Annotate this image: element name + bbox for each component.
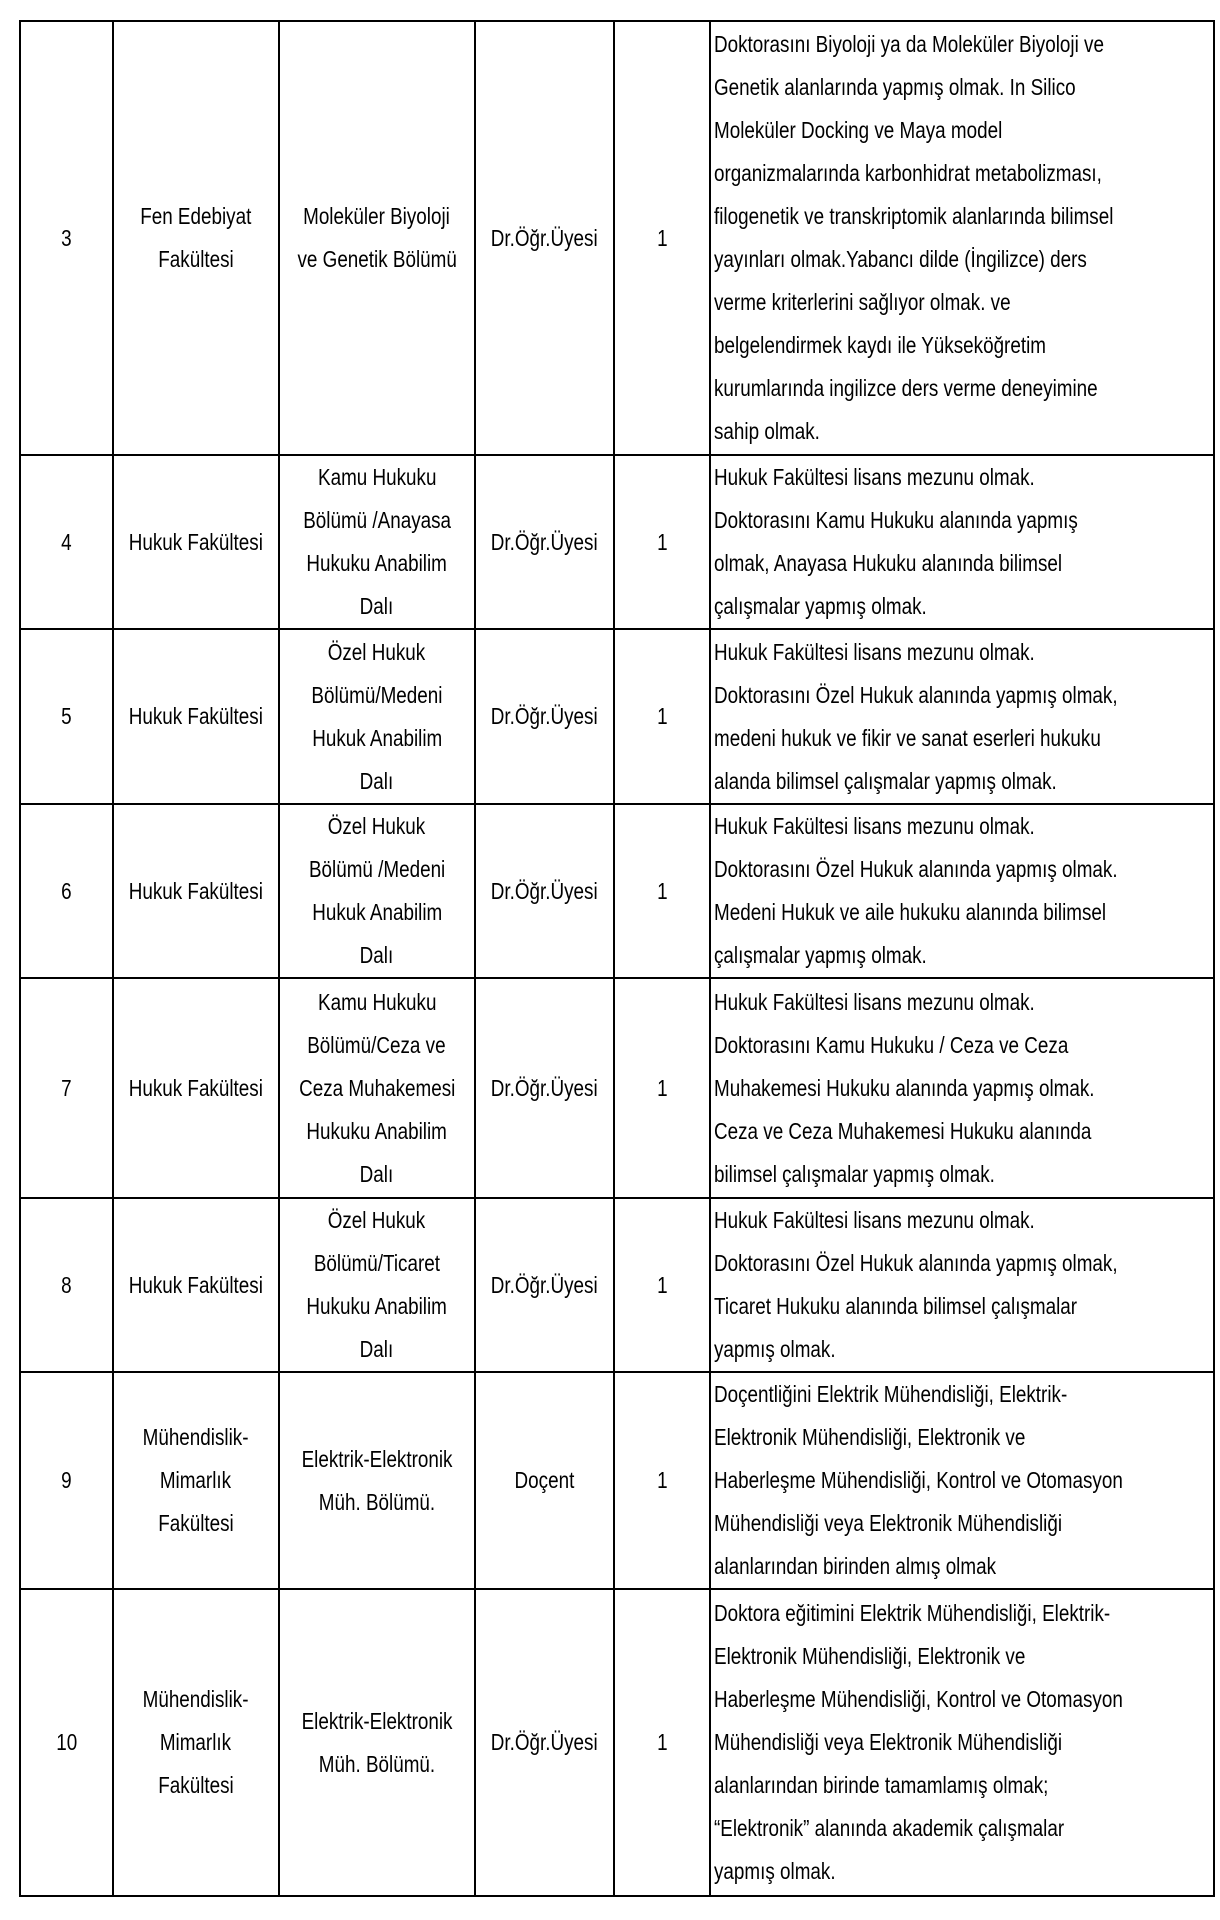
department-cell-line: Bölümü/Medeni (311, 681, 443, 708)
requirements-cell-line: Mühendisliği veya Elektronik Mühendisliği (713, 1729, 1062, 1755)
requirements-cell-line: Doçentliğini Elektrik Mühendisliği, Elektrik- (713, 1381, 1068, 1407)
department-cell-line: Elektrik-Elektronik (301, 1707, 453, 1734)
count-cell (614, 1372, 710, 1589)
row-number-cell-line: 3 (61, 224, 72, 251)
title-cell (475, 804, 614, 978)
requirements-cell-line: alanda bilimsel çalışmalar yapmış olmak. (713, 767, 1057, 794)
requirements-cell-line: çalışmalar yapmış olmak. (713, 593, 927, 619)
table-row (20, 1372, 1214, 1589)
department-cell-line: Bölümü /Medeni (308, 856, 445, 882)
row-number-cell-line: 10 (56, 1729, 77, 1755)
title-cell-line: Dr.Öğr.Üyesi (490, 703, 598, 729)
faculty-cell-line: Fakültesi (158, 1772, 234, 1798)
row-number-cell-line: 7 (61, 1074, 72, 1101)
faculty-cell-line: Fakültesi (158, 1510, 234, 1536)
faculty-cell-line: Mühendislik- (142, 1686, 249, 1712)
department-cell-line: ve Genetik Bölümü (297, 246, 457, 272)
requirements-cell (710, 21, 1214, 455)
requirements-cell-line: alanlarından birinden almış olmak (713, 1553, 996, 1579)
faculty-cell-line: Mimarlık (160, 1729, 232, 1755)
requirements-cell-line: Doktorasını Özel Hukuk alanında yapmış olmak, (713, 1250, 1118, 1276)
row-number-cell-line: 9 (61, 1467, 72, 1493)
department-cell-line: Hukuku Anabilim (306, 1293, 448, 1319)
department-cell-line: Dalı (360, 593, 394, 619)
faculty-cell-line: Hukuk Fakültesi (128, 1074, 263, 1101)
faculty-cell (113, 978, 279, 1198)
department-cell-line: Hukuku Anabilim (306, 1117, 448, 1144)
faculty-cell-line: Hukuk Fakültesi (128, 528, 263, 555)
table-row (20, 804, 1214, 978)
requirements-cell-line: Ticaret Hukuku alanında bilimsel çalışmalar (713, 1293, 1077, 1319)
department-cell-line: Ceza Muhakemesi (298, 1074, 455, 1101)
faculty-cell-line: Fakültesi (158, 246, 234, 272)
title-cell-line: Doçent (514, 1467, 575, 1493)
requirements-cell-line: filogenetik ve transkriptomik alanlarında bilimsel (713, 203, 1114, 229)
department-cell (279, 21, 475, 455)
requirements-cell-line: Elektronik Mühendisliği, Elektronik ve (713, 1643, 1026, 1669)
row-number-cell-line: 8 (61, 1271, 72, 1298)
requirements-cell-line: olmak, Anayasa Hukuku alanında bilimsel (713, 550, 1063, 576)
department-cell-line: Moleküler Biyoloji (303, 203, 451, 229)
title-cell-line: Dr.Öğr.Üyesi (490, 224, 598, 251)
requirements-cell-line: Doktorasını Biyoloji ya da Moleküler Biyoloji ve (713, 31, 1104, 57)
requirements-cell-line: Doktorasını Kamu Hukuku / Ceza ve Ceza (713, 1031, 1069, 1058)
row-number-cell-line: 6 (61, 877, 72, 904)
title-cell (475, 629, 614, 804)
requirements-cell-line: Ceza ve Ceza Muhakemesi Hukuku alanında (713, 1117, 1092, 1144)
title-cell (475, 978, 614, 1198)
faculty-cell-line: Fen Edebiyat (140, 203, 252, 229)
department-cell-line: Dalı (360, 1160, 394, 1187)
title-cell (475, 21, 614, 455)
department-cell-line: Hukuku Anabilim (306, 550, 448, 576)
requirements-cell-line: yapmış olmak. (713, 1858, 836, 1884)
count-cell (614, 21, 710, 455)
department-cell (279, 1372, 475, 1589)
department-cell-line: Dalı (360, 1336, 394, 1362)
row-number-cell (20, 455, 113, 629)
faculty-cell (113, 455, 279, 629)
requirements-cell-line: Doktorasını Özel Hukuk alanında yapmış olmak. (713, 856, 1118, 882)
department-cell (279, 455, 475, 629)
count-cell-line: 1 (656, 703, 668, 729)
title-cell-line: Dr.Öğr.Üyesi (490, 1271, 598, 1298)
requirements-cell-line: Hukuk Fakültesi lisans mezunu olmak. (713, 464, 1035, 490)
department-cell-line: Müh. Bölümü. (318, 1488, 435, 1515)
requirements-cell (710, 1372, 1214, 1589)
faculty-cell-line: Hukuk Fakültesi (128, 703, 263, 729)
title-cell-line: Dr.Öğr.Üyesi (490, 1074, 598, 1101)
requirements-cell-line: çalışmalar yapmış olmak. (713, 942, 927, 968)
requirements-cell-line: Doktorasını Kamu Hukuku alanında yapmış (713, 507, 1078, 533)
department-cell-line: Kamu Hukuku (317, 988, 437, 1015)
department-cell (279, 978, 475, 1198)
row-number-cell (20, 804, 113, 978)
requirements-cell (710, 455, 1214, 629)
row-number-cell (20, 978, 113, 1198)
requirements-cell-line: medeni hukuk ve fikir ve sanat eserleri hukuku (713, 724, 1101, 751)
department-cell-line: Hukuk Anabilim (311, 724, 442, 751)
department-cell (279, 804, 475, 978)
requirements-cell-line: kurumlarında ingilizce ders verme deneyimine (713, 375, 1098, 401)
requirements-cell-line: yapmış olmak. (713, 1336, 836, 1362)
title-cell-line: Dr.Öğr.Üyesi (490, 1729, 598, 1755)
requirements-cell-line: Hukuk Fakültesi lisans mezunu olmak. (713, 813, 1035, 839)
count-cell-line: 1 (656, 877, 668, 904)
requirements-cell-line: organizmalarında karbonhidrat metabolizması, (713, 160, 1102, 186)
requirements-cell-line: Haberleşme Mühendisliği, Kontrol ve Otomasyon (713, 1686, 1123, 1712)
count-cell-line: 1 (656, 1467, 668, 1493)
faculty-cell-line: Mimarlık (160, 1467, 232, 1493)
requirements-cell-line: Hukuk Fakültesi lisans mezunu olmak. (713, 1207, 1035, 1233)
requirements-cell (710, 1589, 1214, 1896)
department-cell-line: Hukuk Anabilim (311, 899, 442, 925)
row-number-cell (20, 629, 113, 804)
row-number-cell-line: 5 (61, 703, 72, 729)
requirements-cell-line: Mühendisliği veya Elektronik Mühendisliği (713, 1510, 1062, 1536)
department-cell-line: Müh. Bölümü. (318, 1750, 435, 1777)
count-cell-line: 1 (656, 1271, 668, 1298)
requirements-cell-line: belgelendirmek kaydı ile Yükseköğretim (713, 332, 1046, 358)
table-row (20, 629, 1214, 804)
title-cell (475, 1372, 614, 1589)
count-cell (614, 1198, 710, 1372)
department-cell-line: Özel Hukuk (328, 813, 426, 839)
faculty-cell-line: Hukuk Fakültesi (128, 1271, 263, 1298)
table-row (20, 1198, 1214, 1372)
count-cell (614, 455, 710, 629)
department-cell (279, 1589, 475, 1896)
requirements-cell (710, 804, 1214, 978)
faculty-cell (113, 1589, 279, 1896)
department-cell-line: Bölümü /Anayasa (302, 507, 451, 533)
faculty-cell-line: Hukuk Fakültesi (128, 877, 263, 904)
requirements-cell (710, 978, 1214, 1198)
row-number-cell (20, 1198, 113, 1372)
count-cell-line: 1 (656, 528, 668, 555)
requirements-cell-line: yayınları olmak.Yabancı dilde (İngilizce) ders (713, 246, 1087, 272)
department-cell-line: Bölümü/Ticaret (313, 1250, 440, 1276)
requirements-cell-line: verme kriterlerini sağlıyor olmak. ve (713, 289, 1011, 315)
requirements-cell-line: Medeni Hukuk ve aile hukuku alanında bilimsel (713, 899, 1107, 925)
department-cell-line: Özel Hukuk (328, 638, 426, 665)
requirements-cell-line: Doktorasını Özel Hukuk alanında yapmış olmak, (713, 681, 1118, 708)
department-cell-line: Bölümü/Ceza ve (307, 1031, 446, 1058)
count-cell (614, 804, 710, 978)
requirements-cell-line: bilimsel çalışmalar yapmış olmak. (713, 1160, 995, 1187)
requirements-cell-line: Moleküler Docking ve Maya model (713, 117, 1003, 143)
title-cell (475, 455, 614, 629)
faculty-cell (113, 1198, 279, 1372)
count-cell (614, 1589, 710, 1896)
title-cell-line: Dr.Öğr.Üyesi (490, 877, 598, 904)
requirements-cell-line: alanlarından birinde tamamlamış olmak; (713, 1772, 1049, 1798)
count-cell (614, 629, 710, 804)
department-cell-line: Dalı (360, 942, 394, 968)
title-cell-line: Dr.Öğr.Üyesi (490, 528, 598, 555)
requirements-cell (710, 629, 1214, 804)
positions-table (19, 20, 1215, 1897)
count-cell-line: 1 (656, 224, 668, 251)
count-cell-line: 1 (656, 1074, 668, 1101)
row-number-cell (20, 21, 113, 455)
faculty-cell (113, 629, 279, 804)
faculty-cell (113, 21, 279, 455)
table-row (20, 1589, 1214, 1896)
department-cell (279, 629, 475, 804)
requirements-cell-line: Genetik alanlarında yapmış olmak. In Silico (713, 74, 1076, 100)
faculty-cell-line: Mühendislik- (142, 1424, 249, 1450)
table-row (20, 455, 1214, 629)
row-number-cell (20, 1372, 113, 1589)
department-cell-line: Kamu Hukuku (317, 464, 437, 490)
count-cell (614, 978, 710, 1198)
requirements-cell-line: Hukuk Fakültesi lisans mezunu olmak. (713, 638, 1035, 665)
title-cell (475, 1589, 614, 1896)
row-number-cell-line: 4 (61, 528, 72, 555)
count-cell-line: 1 (656, 1729, 668, 1755)
requirements-cell (710, 1198, 1214, 1372)
requirements-cell-line: Elektronik Mühendisliği, Elektronik ve (713, 1424, 1026, 1450)
requirements-cell-line: Haberleşme Mühendisliği, Kontrol ve Otomasyon (713, 1467, 1123, 1493)
faculty-cell (113, 1372, 279, 1589)
table-row (20, 978, 1214, 1198)
department-cell-line: Dalı (360, 767, 394, 794)
department-cell (279, 1198, 475, 1372)
requirements-cell-line: Doktora eğitimini Elektrik Mühendisliği, Elektrik- (713, 1600, 1111, 1626)
faculty-cell (113, 804, 279, 978)
department-cell-line: Elektrik-Elektronik (301, 1445, 453, 1472)
requirements-cell-line: sahip olmak. (713, 418, 820, 444)
requirements-cell-line: “Elektronik” alanında akademik çalışmalar (713, 1815, 1065, 1841)
row-number-cell (20, 1589, 113, 1896)
table-row (20, 21, 1214, 455)
title-cell (475, 1198, 614, 1372)
department-cell-line: Özel Hukuk (328, 1207, 426, 1233)
requirements-cell-line: Hukuk Fakültesi lisans mezunu olmak. (713, 988, 1035, 1015)
requirements-cell-line: Muhakemesi Hukuku alanında yapmış olmak. (713, 1074, 1095, 1101)
